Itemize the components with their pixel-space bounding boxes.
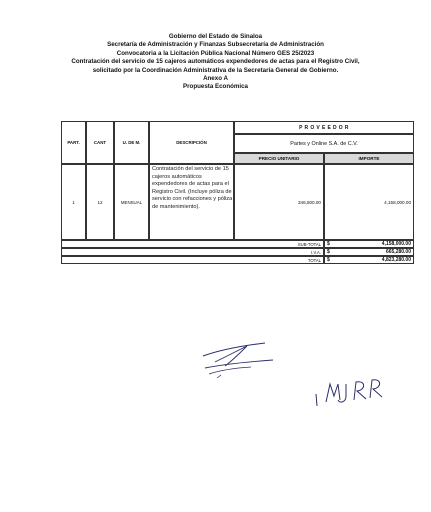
col-header-precio-unitario: PRECIO UNITARIO	[234, 153, 324, 164]
signature-initials	[312, 370, 392, 415]
total-value: 4,823,280.00	[381, 257, 411, 263]
row-udm: MENSUAL	[114, 164, 149, 240]
subtotal-label: SUB-TOTAL	[61, 240, 324, 248]
total-cell	[324, 256, 414, 264]
row-importe: 4,158,000.00	[324, 164, 414, 240]
subtotal-value: 4,158,000.00	[381, 241, 411, 247]
header-contratacion: Contratación del servicio de 15 cajeros automáticos expendedores de actas para el Registro Civil,	[71, 58, 360, 66]
header-anexo: Anexo A	[203, 75, 228, 83]
description-line: Contratación del servicio de 15	[152, 166, 229, 172]
description-line: cajeros automáticos	[152, 173, 202, 180]
iva-label: I.V.A.	[61, 248, 324, 256]
row-cant: 12	[86, 164, 114, 240]
header-propuesta: Propuesta Económica	[183, 83, 248, 91]
subtotal-cell	[324, 240, 414, 248]
col-header-importe: IMPORTE	[324, 153, 414, 164]
iva-cell	[324, 248, 414, 256]
description-line: servicio con refacciones y póliza	[152, 196, 233, 203]
subtotal-currency: $	[327, 241, 330, 247]
header-convocatoria: Convocatoria a la Licitación Pública Nacional Número GES 25/2023	[116, 49, 315, 57]
total-label: TOTAL	[61, 256, 324, 264]
proveedor-name: Partes y Online S.A. de C.V.	[234, 134, 414, 153]
proveedor-label: P R O V E E D O R	[234, 121, 414, 134]
description-line: de mantenimiento).	[152, 203, 200, 210]
header-government: Gobierno del Estado de Sinaloa	[168, 33, 263, 40]
row-part: 1	[61, 164, 86, 240]
col-header-cant: CANT	[86, 121, 114, 164]
col-header-udm: U. DE M.	[114, 121, 149, 164]
col-header-part: PART.	[61, 121, 86, 164]
signature-scribble	[195, 340, 285, 390]
description-line: Registro Civil. (Incluye póliza de	[152, 188, 232, 195]
header-secretariat: Secretaría de Administración y Finanzas Subsecretaría de Administración	[107, 41, 324, 49]
row-description	[149, 164, 234, 240]
header-solicitado: solicitado por la Coordinación Administrativa de la Secretaría General de Gobierno.	[92, 66, 339, 74]
col-header-descripcion: DESCRIPCIÓN	[149, 121, 234, 164]
total-currency: $	[327, 257, 330, 263]
economic-proposal-table	[61, 121, 414, 274]
row-precio-unitario: 346,500.00	[234, 164, 324, 240]
iva-currency: $	[327, 249, 330, 255]
description-line: expendedores de actas para el	[152, 181, 229, 188]
iva-value: 665,280.00	[385, 249, 411, 255]
document-header	[0, 33, 431, 92]
